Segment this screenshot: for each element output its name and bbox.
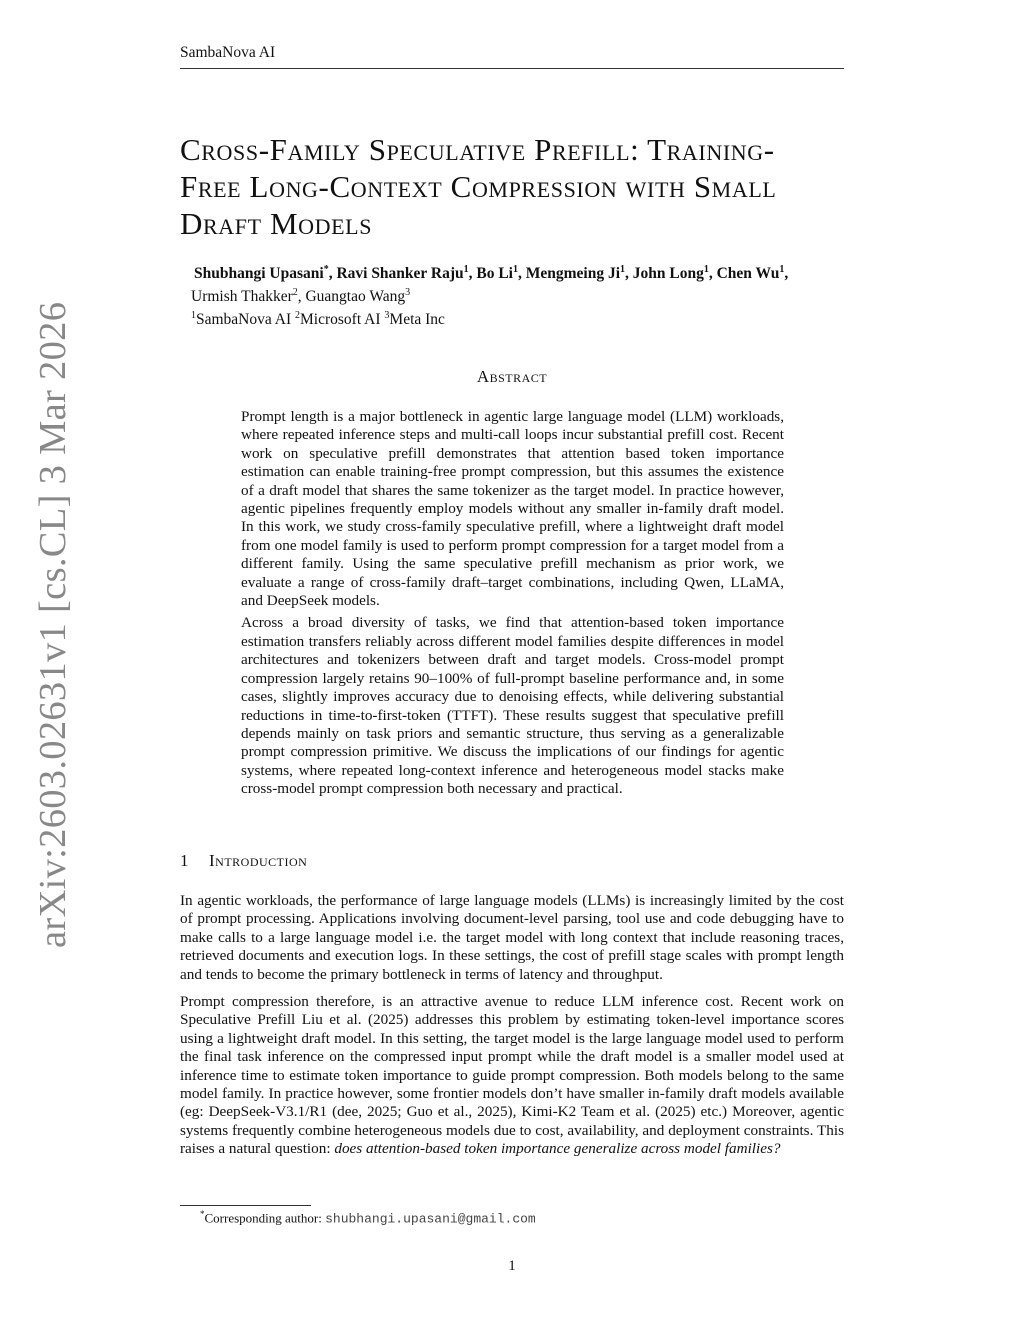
author-names-line-2: Urmish Thakker$^2$, Guangtao Wang$^3$ [191,287,411,306]
intro-paragraph-2: Prompt compression therefore, is an attractive avenue to reduce LLM inference cost. Recent work on Speculative Prefill Liu et al. (2025) addresses this problem by estimating token-level importance scores using a lightweight draft model. In this setting, the target model is the large language model used to perform the final task inference on the compressed input prompt while the draft model is a smaller model used at inference time to estimate token importance to guide prompt compression. Both models belong to the same model family. In practice however, some frontier models don’t have smaller in-family draft models available (eg: DeepSeek-V3.1/R1 (dee, 2025; Guo et al., 2025), Kimi-K2 Team et al. (2025) etc.) Moreover, agentic systems frequently combine heterogeneous models due to cost, availability, and deployment constraints. This raises a natural question: does attention-based token importance generalize across model families? [180,993,844,1158]
author-name: John Long [632,265,704,283]
paper-title [180,131,860,242]
affiliation: Meta Inc [389,311,445,329]
author-mark: 1 [512,264,518,275]
abstract-paragraph-2: Across a broad diversity of tasks, we find that attention-based token importance estimation transfers reliably across different model families despite differences in model architectures and tokenizers between draft and target models. Cross-model prompt compression largely retains 90–100% of full-prompt baseline performance and, in some cases, slightly improves accuracy due to denoising effects, while delivering substantial reductions in time-to-first-token (TTFT). These results suggest that speculative prefill depends mainly on task priors and semantic structure, thus serving as a generalizable prompt compression primitive. We discuss the implications of our findings for agentic systems, where repeated long-context inference and heterogeneous model stacks make cross-model prompt compression both necessary and practical. [241,614,784,798]
section-number: 1 [180,851,189,870]
author-mark: * [323,264,329,275]
introduction-body [180,892,844,1159]
abstract-heading: Abstract [476,367,548,386]
author-mark: 1 [703,264,709,275]
author-mark: 1 [620,264,626,275]
page-number: 1 [508,1258,516,1274]
affiliation: Microsoft AI [300,311,385,329]
research-question: does attention-based token importance generalize across model families? [334,1140,781,1158]
author-names-line-1: Shubhangi Upasani*, Ravi Shanker Raju$^1$, Bo Li$^1$, Mengmeing Ji$^1$, John Long$^1$, Chen Wu$^1$, [194,264,789,283]
author-mark: 2 [292,287,298,299]
title-line-3: Draft Models [180,206,373,241]
author-name: Shubhangi Upasani [194,265,324,283]
section-heading-introduction [180,851,307,871]
abstract-paragraph-1: Prompt length is a major bottleneck in agentic large language model (LLM) workloads, where repeated inference steps and multi-call loops incur substantial prefill cost. Recent work on speculative prefill demonstrates that attention based token importance estimation can enable training-free prompt compression, but this assumes the existence of a draft model that shares the same tokenizer as the target model. In practice however, agentic pipelines frequently employ models without any smaller in-family draft model. In this work, we study cross-family speculative prefill, where a lightweight draft model from one model family is used to perform prompt compression for a target model from a different family. Using the same speculative prefill mechanism as prior work, we evaluate a range of cross-family draft–target combinations, including Qwen, LLaMA, and DeepSeek models. [241,408,784,610]
author-mark: 3 [405,287,411,299]
affiliation: SambaNova AI [196,311,296,329]
author-name: Mengmeing Ji [525,265,621,283]
author-mark: 1 [463,264,469,275]
author-mark: 1 [779,264,785,275]
abstract-body [241,408,784,799]
author-name: Urmish Thakker [191,288,293,306]
author-block [191,260,851,329]
email-link[interactable]: shubhangi.upasani@gmail.com [325,1211,536,1227]
footnote: *Corresponding author: shubhangi.upasani@gmail.com [200,1209,536,1227]
title-line-1: Cross-Family Speculative Prefill: Training- [180,132,775,167]
footnote-divider [180,1205,311,1206]
author-name: Chen Wu [716,265,780,283]
section-title: Introduction [209,851,308,870]
arxiv-identifier-stamp: arXiv:2603.02631v1 [cs.CL] 3 Mar 2026 [32,301,74,948]
author-name: Ravi Shanker Raju [336,265,464,283]
running-header: SambaNova AI [180,44,844,69]
author-name: Guangtao Wang [305,288,406,306]
author-name: Bo Li [476,265,513,283]
intro-paragraph-1: In agentic workloads, the performance of large language models (LLMs) is increasingly limited by the cost of prompt processing. Applications involving document-level parsing, tool use and code debugging have to make calls to a large language model i.e. the target model with long context that include reasoning traces, retrieved documents and execution logs. In these settings, the cost of prefill stage scales with prompt length and tends to become the primary bottleneck in terms of latency and throughput. [180,892,844,983]
title-line-2: Free Long-Context Compression with Small [180,169,777,204]
affiliations: $^1$SambaNova AI $^2$Microsoft AI $^3$Meta Inc [191,310,445,329]
